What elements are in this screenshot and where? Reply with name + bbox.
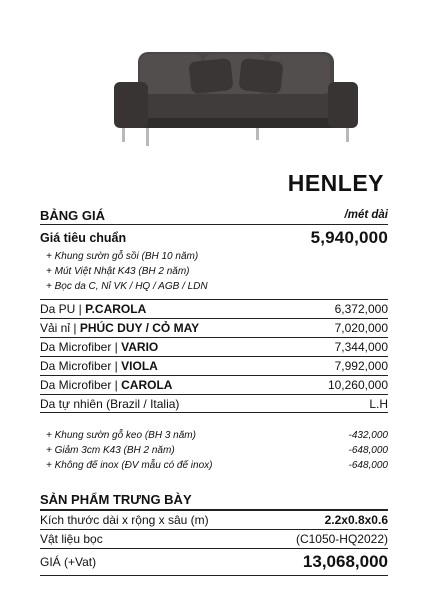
size-row	[40, 510, 388, 529]
note-item: + Khung sườn gỗ sồi (BH 10 năm)	[46, 251, 199, 262]
material-label: Da Microfiber |	[40, 340, 122, 354]
material-row	[40, 299, 388, 318]
standard-notes	[40, 249, 388, 294]
product-image	[110, 38, 360, 150]
material-row	[40, 337, 388, 356]
material-row	[40, 394, 388, 413]
material-label: Da tự nhiên (Brazil / Italia)	[40, 396, 180, 411]
size-label: Kích thước dài x rộng x sâu (m)	[40, 513, 209, 527]
material-row	[40, 318, 388, 337]
material-label: Da Microfiber |	[40, 378, 122, 392]
upholstery-value: (C1050-HQ2022)	[295, 532, 388, 546]
pricing-title: BẢNG GIÁ	[40, 207, 105, 223]
material-label: Da Microfiber |	[40, 359, 122, 373]
pricing-unit: /mét dài	[344, 209, 388, 221]
material-brand: P.CAROLA	[85, 302, 147, 316]
display-price-label: GIÁ (+Vat)	[40, 555, 97, 569]
material-brand: VARIO	[121, 340, 159, 354]
display-section	[40, 490, 388, 576]
note-item: + Bọc da C, Nỉ VK / HQ / AGB / LDN	[46, 281, 208, 292]
material-brand: CAROLA	[121, 378, 173, 392]
material-price: 7,344,000	[334, 340, 388, 354]
material-price: 7,992,000	[334, 359, 388, 373]
display-price-value: 13,068,000	[302, 552, 388, 571]
addon-list	[40, 428, 388, 473]
standard-price-label: Giá tiêu chuẩn	[40, 231, 127, 245]
material-label: Vải nỉ |	[40, 321, 80, 335]
material-price: 7,020,000	[334, 321, 388, 335]
standard-price-row	[40, 227, 388, 249]
addon-price: -648,000	[348, 460, 388, 471]
upholstery-label: Vật liệu bọc	[40, 532, 103, 546]
standard-price-value: 5,940,000	[310, 228, 388, 247]
pricing-header	[40, 206, 388, 225]
display-price-row	[40, 548, 388, 576]
material-price: 6,372,000	[334, 302, 388, 316]
note-item: + Mút Việt Nhật K43 (BH 2 năm)	[46, 266, 190, 277]
material-row	[40, 375, 388, 394]
addon-label: + Khung sườn gỗ keo (BH 3 năm)	[46, 430, 196, 441]
price-sheet	[40, 206, 388, 576]
addon-label: + Không đế inox (ĐV mẫu có đế inox)	[46, 460, 213, 471]
addon-row	[40, 458, 388, 473]
material-brand: PHÚC DUY / CỎ MAY	[79, 321, 200, 335]
addon-price: -432,000	[348, 430, 388, 441]
addon-price: -648,000	[348, 445, 388, 456]
upholstery-row	[40, 529, 388, 548]
material-brand: VIOLA	[121, 359, 158, 373]
display-title: SẢN PHẨM TRƯNG BÀY	[40, 492, 192, 507]
size-value: 2.2x0.8x0.6	[324, 513, 388, 527]
sofa-illustration	[110, 38, 360, 150]
material-price: 10,260,000	[327, 378, 388, 392]
display-header	[40, 490, 388, 510]
material-label: Da PU |	[40, 302, 86, 316]
addon-row	[40, 443, 388, 458]
material-price: L.H	[369, 396, 388, 411]
addon-row	[40, 428, 388, 443]
addon-label: + Giảm 3cm K43 (BH 2 năm)	[46, 445, 175, 456]
product-title: HENLEY	[287, 170, 384, 196]
material-row	[40, 356, 388, 375]
